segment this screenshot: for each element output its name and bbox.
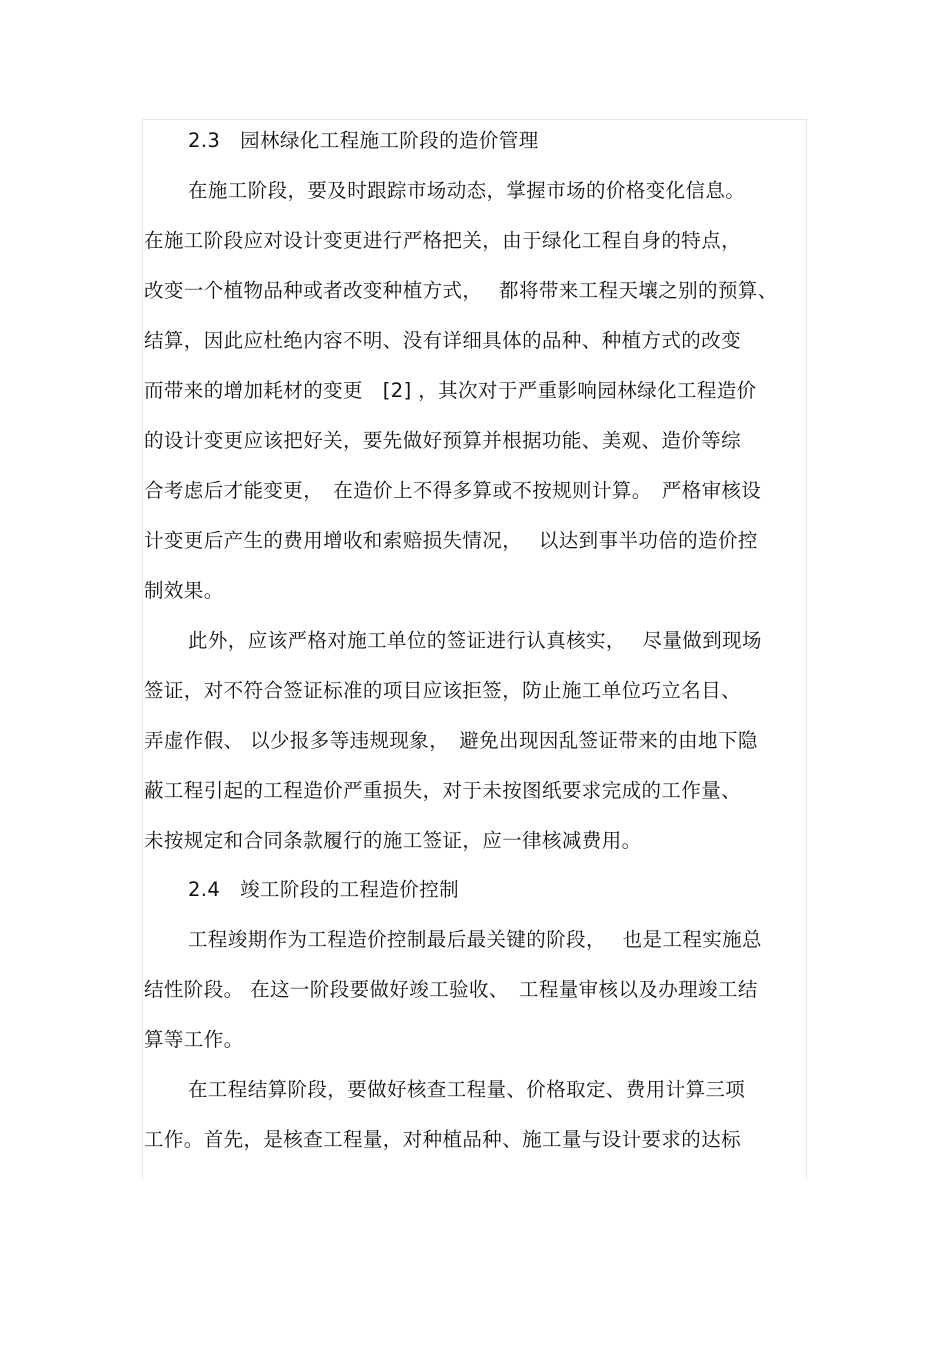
paragraph-line: 此外，应该严格对施工单位的签证进行认真核实， 尽量做到现场 xyxy=(188,629,762,652)
paragraph-line: 改变一个植物品种或者改变种植方式， 都将带来工程天壤之别的预算、 xyxy=(144,279,778,302)
paragraph-line: 签证，对不符合签证标准的项目应该拒签，防止施工单位巧立名目、 xyxy=(144,679,742,702)
paragraph-line: 结算，因此应杜绝内容不明、没有详细具体的品种、种植方式的改变 xyxy=(144,329,742,352)
paragraph-line: 合考虑后才能变更， 在造价上不得多算或不按规则计算。 严格审核设 xyxy=(144,479,762,502)
paragraph-line: 制效果。 xyxy=(144,579,224,602)
section-heading-2-4: 2.4 竣工阶段的工程造价控制 xyxy=(188,878,460,901)
paragraph-line: 工作。首先，是核查工程量，对种植品种、施工量与设计要求的达标 xyxy=(144,1128,742,1151)
paragraph-line: 而带来的增加耗材的变更 [2] ，其次对于严重影响园林绿化工程造价 xyxy=(144,379,757,402)
paragraph-line: 计变更后产生的费用增收和索赔损失情况， 以达到事半功倍的造价控 xyxy=(144,529,758,552)
paragraph-line: 工程竣期作为工程造价控制最后最关键的阶段， 也是工程实施总 xyxy=(188,928,762,951)
section-heading-2-3: 2.3 园林绿化工程施工阶段的造价管理 xyxy=(188,129,539,152)
paragraph-line: 未按规定和合同条款履行的施工签证，应一律核减费用。 xyxy=(144,829,642,852)
paragraph-line: 弄虚作假、 以少报多等违规现象， 避免出现因乱签证带来的由地下隐 xyxy=(144,729,758,752)
paragraph-line: 在施工阶段，要及时跟踪市场动态，掌握市场的价格变化信息。 xyxy=(188,179,746,202)
paragraph-line: 蔽工程引起的工程造价严重损失，对于未按图纸要求完成的工作量、 xyxy=(144,779,742,802)
paragraph-line: 在工程结算阶段，要做好核查工程量、价格取定、费用计算三项 xyxy=(188,1078,746,1101)
paragraph-line: 结性阶段。 在这一阶段要做好竣工验收、 工程量审核以及办理竣工结 xyxy=(144,978,758,1001)
paragraph-line: 在施工阶段应对设计变更进行严格把关，由于绿化工程自身的特点， xyxy=(144,229,742,252)
paragraph-line: 算等工作。 xyxy=(144,1028,244,1051)
paragraph-line: 的设计变更应该把好关，要先做好预算并根据功能、美观、造价等综 xyxy=(144,429,742,452)
